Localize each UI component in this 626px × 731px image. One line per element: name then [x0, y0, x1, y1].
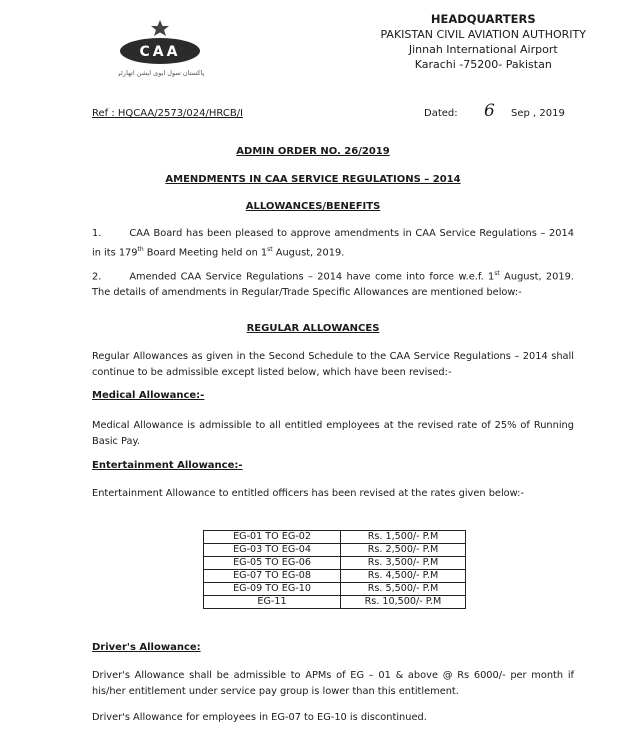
caa-logo	[118, 18, 208, 80]
table-row	[204, 544, 466, 557]
table-row	[204, 583, 466, 596]
grade-cell: EG-11	[204, 596, 341, 609]
grade-cell: EG-09 TO EG-10	[204, 583, 341, 596]
regular-allowances-heading: REGULAR ALLOWANCES	[246, 323, 380, 334]
rate-cell: Rs. 5,500/- P.M	[341, 583, 466, 596]
regular-allowances-intro: Regular Allowances as given in the Second Schedule to the CAA Service Regulations – 2014 shall continue to be admissible except listed below, which have been revised:-	[92, 351, 574, 378]
paragraph-2: 2. Amended CAA Service Regulations – 2014 have come into force w.e.f. 1st August, 2019. The details of amendments in Regular/Trade Specific Allowances are mentioned below:-	[92, 270, 574, 299]
address-line-1: Jinnah International Airport	[408, 43, 558, 56]
entertainment-rates-table	[203, 530, 466, 609]
grade-cell: EG-07 TO EG-08	[204, 570, 341, 583]
table-row	[204, 531, 466, 544]
hq-address-block	[381, 12, 587, 72]
grade-cell: EG-03 TO EG-04	[204, 544, 341, 557]
drivers-allowance-text-2: Driver's Allowance for employees in EG-07 to EG-10 is discontinued.	[92, 712, 427, 723]
grade-cell: EG-05 TO EG-06	[204, 557, 341, 570]
medical-allowance-text: Medical Allowance is admissible to all entitled employees at the revised rate of 25% of Running Basic Pay.	[92, 420, 574, 447]
hq-title: HEADQUARTERS	[430, 12, 536, 26]
logo-subtitle: پاکستان سول ایوی ایشن اتھارٹی	[118, 69, 205, 77]
paragraph-1: 1. CAA Board has been pleased to approve amendments in CAA Service Regulations – 2014 in its 179th Board Meeting held on 1st August, 2019.	[92, 228, 574, 259]
paragraph-2-number: 2.	[92, 271, 102, 283]
logo-text: CAA	[139, 44, 181, 60]
paragraph-1-number: 1.	[92, 228, 102, 239]
drivers-allowance-text-1: Driver's Allowance shall be admissible to APMs of EG – 01 & above @ Rs 6000/- per month if his/her entitlement under service pay group is lower than this entitlement.	[92, 670, 574, 697]
drivers-allowance-heading: Driver's Allowance:	[92, 642, 201, 653]
table-row	[204, 570, 466, 583]
rate-cell: Rs. 4,500/- P.M	[341, 570, 466, 583]
grade-cell: EG-01 TO EG-02	[204, 531, 341, 544]
date-month-year: Sep , 2019	[511, 108, 565, 119]
entertainment-allowance-text: Entertainment Allowance to entitled officers has been revised at the rates given below:-	[92, 488, 524, 499]
rate-cell: Rs. 10,500/- P.M	[341, 596, 466, 609]
rate-cell: Rs. 2,500/- P.M	[341, 544, 466, 557]
star-icon	[151, 20, 169, 36]
rate-cell: Rs. 1,500/- P.M	[341, 531, 466, 544]
address-line-2: Karachi -75200- Pakistan	[414, 58, 552, 71]
reference-number: Ref : HQCAA/2573/024/HRCB/I	[92, 108, 244, 119]
dated-label: Dated:	[424, 108, 458, 119]
order-title: ADMIN ORDER NO. 26/2019	[236, 146, 390, 157]
entertainment-allowance-heading: Entertainment Allowance:-	[92, 460, 243, 471]
medical-allowance-heading: Medical Allowance:-	[92, 390, 205, 401]
allowances-title: ALLOWANCES/BENEFITS	[245, 201, 381, 212]
table-row	[204, 596, 466, 609]
amendments-title: AMENDMENTS IN CAA SERVICE REGULATIONS – 2014	[165, 174, 461, 185]
table-row	[204, 557, 466, 570]
org-name: PAKISTAN CIVIL AVIATION AUTHORITY	[380, 28, 586, 41]
rate-cell: Rs. 3,500/- P.M	[341, 557, 466, 570]
date-day: 6	[484, 101, 495, 121]
